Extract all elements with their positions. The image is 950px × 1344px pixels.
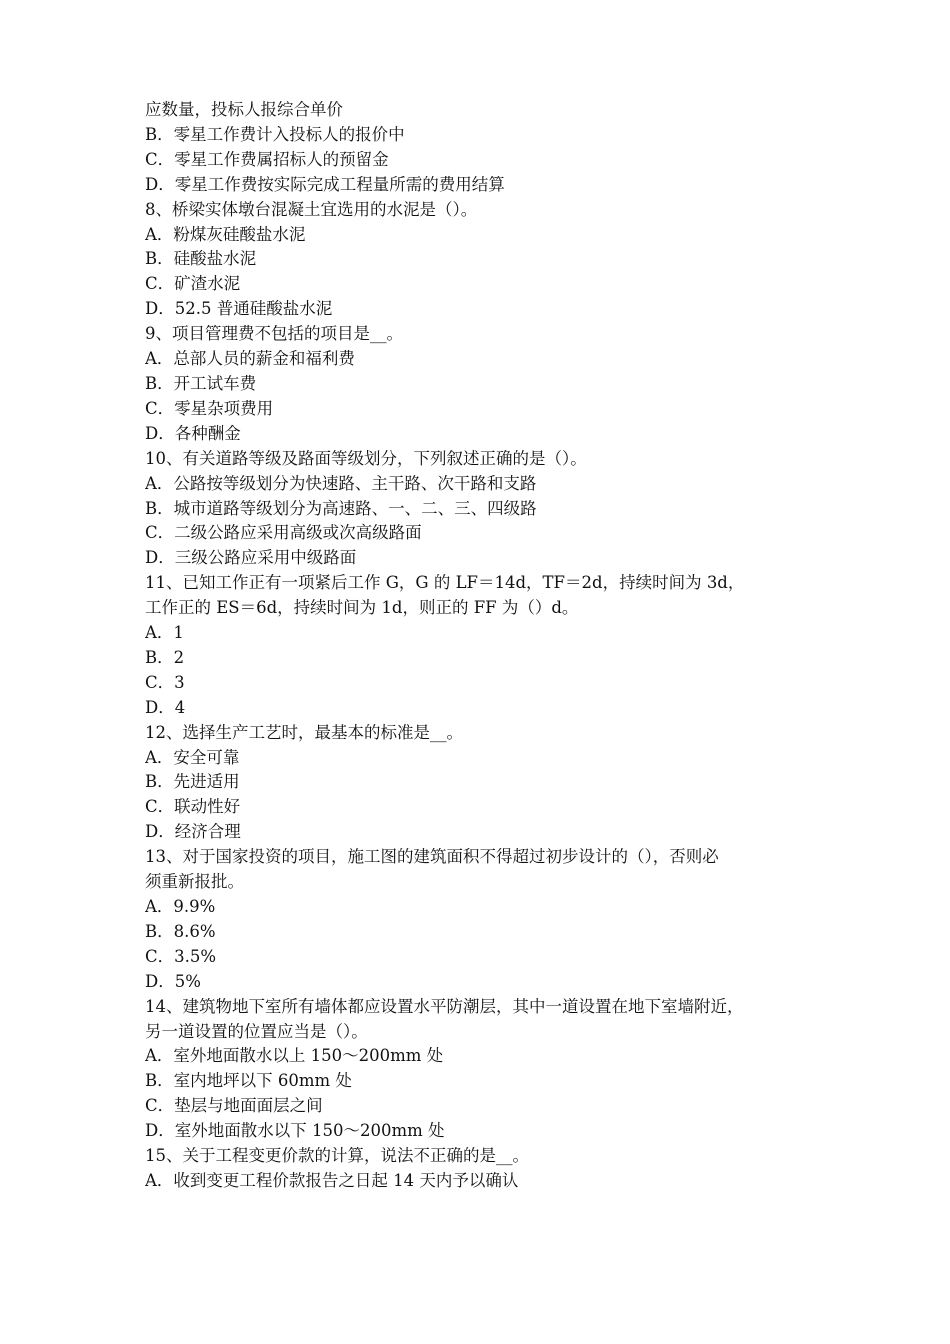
option-d: D．室外地面散水以下 150～200mm 处 — [145, 1121, 445, 1141]
option-a: A．1 — [145, 623, 184, 643]
option-d: D．各种酬金 — [145, 423, 241, 443]
option-b: B．先进适用 — [145, 772, 240, 792]
option-c: C．联动性好 — [145, 797, 241, 817]
option-a: A．总部人员的薪金和福利费 — [145, 349, 355, 369]
option-b: B．城市道路等级划分为高速路、一、二、三、四级路 — [145, 498, 537, 518]
question-15: 15、关于工程变更价款的计算，说法不正确的是__。 — [145, 1146, 529, 1166]
option-b: B．零星工作费计入投标人的报价中 — [145, 124, 405, 144]
option-a: A．9.9% — [145, 897, 216, 916]
question-11-continued: 工作正的 ES＝6d，持续时间为 1d，则正的 FF 为（）d。 — [145, 598, 579, 618]
option-c: C．零星杂项费用 — [145, 398, 274, 418]
question-14-continued: 另一道设置的位置应当是（）。 — [145, 1021, 368, 1041]
option-d: D．5% — [145, 971, 201, 991]
option-c: C．垫层与地面面层之间 — [145, 1096, 323, 1116]
option-c: C．二级公路应采用高级或次高级路面 — [145, 523, 422, 543]
question-13-continued: 须重新报批。 — [145, 872, 244, 892]
option-a: A．室外地面散水以上 150～200mm 处 — [145, 1046, 444, 1066]
option-d: D．三级公路应采用中级路面 — [145, 548, 357, 568]
question-14: 14、建筑物地下室所有墙体都应设置水平防潮层，其中一道设置在地下室墙附近， — [145, 996, 744, 1016]
option-b: B．开工试车费 — [145, 373, 257, 393]
option-d: D．零星工作费按实际完成工程量所需的费用结算 — [145, 174, 505, 194]
option-b: B．2 — [145, 647, 185, 667]
option-b: B．8.6% — [145, 921, 216, 941]
question-10: 10、有关道路等级及路面等级划分，下列叙述正确的是（）。 — [145, 448, 587, 468]
option-d: D．52.5 普通硅酸盐水泥 — [145, 299, 333, 319]
option-a: A．粉煤灰硅酸盐水泥 — [145, 224, 306, 244]
option-a: A．安全可靠 — [145, 747, 240, 767]
question-13: 13、对于国家投资的项目，施工图的建筑面积不得超过初步设计的（），否则必 — [145, 847, 719, 867]
question-9: 9、项目管理费不包括的项目是__。 — [145, 324, 403, 344]
question-12: 12、选择生产工艺时，最基本的标准是__。 — [145, 722, 463, 742]
option-d: D．4 — [145, 697, 186, 717]
option-c: C．3 — [145, 672, 185, 692]
option-b: B．硅酸盐水泥 — [145, 249, 257, 269]
option-c: C．矿渣水泥 — [145, 274, 241, 294]
option-a: A．收到变更工程价款报告之日起 14 天内予以确认 — [145, 1170, 519, 1190]
option-b: B．室内地坪以下 60mm 处 — [145, 1071, 352, 1091]
option-c: C．3.5% — [145, 946, 217, 966]
document-body — [145, 98, 810, 1194]
text-line: 应数量，投标人报综合单价 — [145, 100, 343, 119]
option-c: C．零星工作费属招标人的预留金 — [145, 149, 389, 169]
option-d: D．经济合理 — [145, 822, 241, 842]
question-11: 11、已知工作正有一项紧后工作 G，G 的 LF＝14d，TF＝2d，持续时间为 3d， — [145, 573, 745, 593]
option-a: A．公路按等级划分为快速路、主干路、次干路和支路 — [145, 473, 537, 493]
question-8: 8、桥梁实体墩台混凝土宜选用的水泥是（）。 — [145, 199, 478, 219]
